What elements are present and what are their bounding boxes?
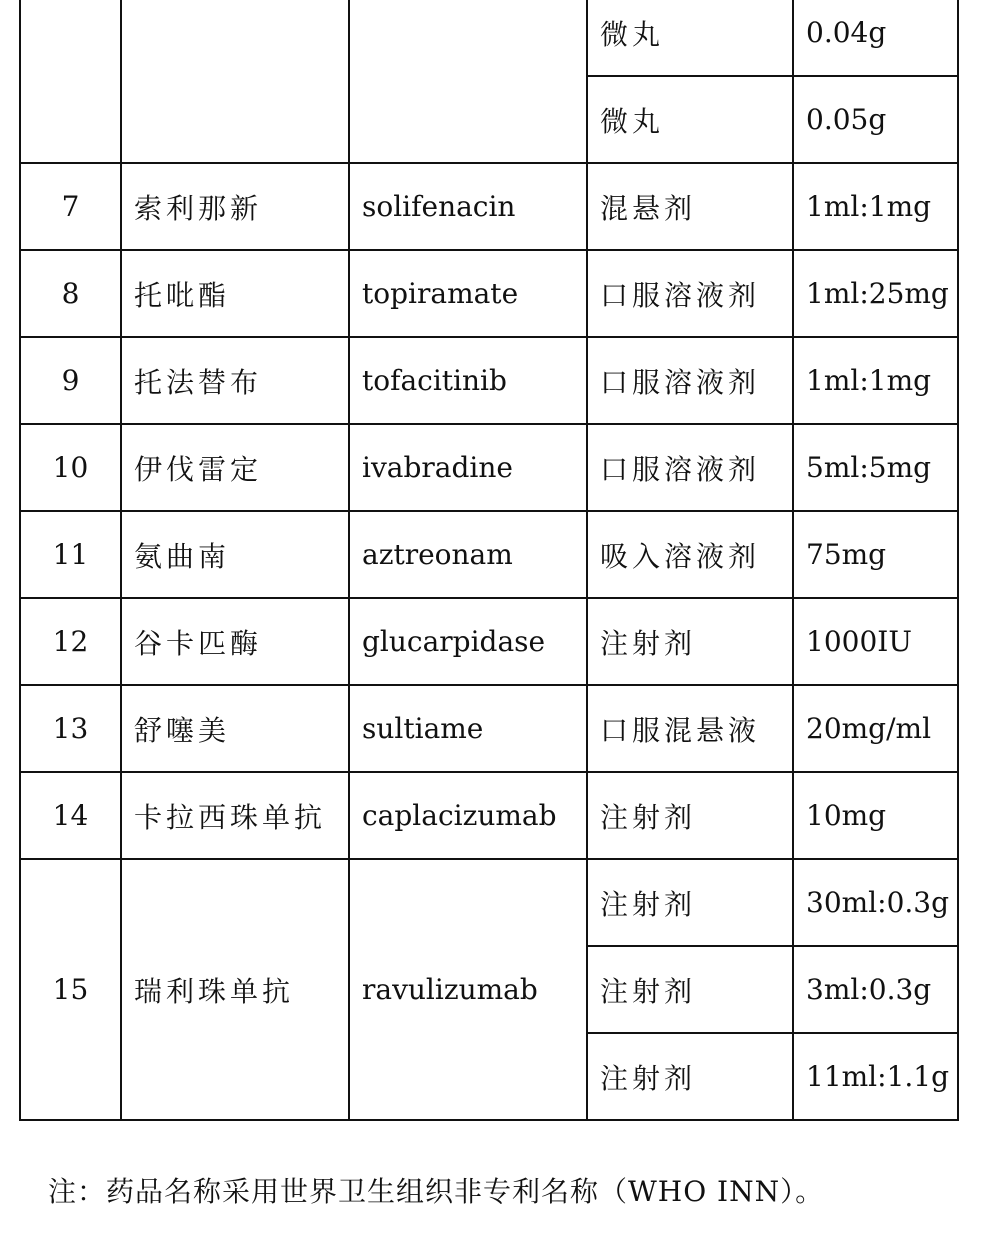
cell-form: 吸入溶液剂: [587, 511, 793, 598]
cell-no: 8: [20, 250, 121, 337]
cell-form: 微丸: [587, 76, 793, 163]
cell-cn-name: 伊伐雷定: [121, 424, 349, 511]
cell-no: 9: [20, 337, 121, 424]
table-row: [20, 424, 958, 511]
cell-cn-name: 氨曲南: [121, 511, 349, 598]
cell-form: 口服混悬液: [587, 685, 793, 772]
cell-spec: 5ml:5mg: [793, 424, 958, 511]
cell-en-name: solifenacin: [349, 163, 587, 250]
cell-en-name: sultiame: [349, 685, 587, 772]
cell-cn-name: 托法替布: [121, 337, 349, 424]
drug-table: [19, 0, 959, 1121]
cell-form: 注射剂: [587, 946, 793, 1033]
cell-cn-name: 托吡酯: [121, 250, 349, 337]
cell-cn-name: 索利那新: [121, 163, 349, 250]
cell-en-name: tofacitinib: [349, 337, 587, 424]
cell-no: 15: [20, 859, 121, 1120]
table-row: [20, 859, 958, 946]
cell-cn-name: 谷卡匹酶: [121, 598, 349, 685]
cell-form: 口服溶液剂: [587, 337, 793, 424]
cell-spec: 11ml:1.1g: [793, 1033, 958, 1120]
cell-no: 11: [20, 511, 121, 598]
cell-cn-name: [121, 0, 349, 163]
cell-spec: 30ml:0.3g: [793, 859, 958, 946]
table-row: [20, 685, 958, 772]
cell-spec: 1ml:1mg: [793, 337, 958, 424]
cell-spec: 20mg/ml: [793, 685, 958, 772]
cell-no: 7: [20, 163, 121, 250]
cell-en-name: [349, 0, 587, 163]
cell-spec: 1ml:25mg: [793, 250, 958, 337]
table-row: [20, 772, 958, 859]
cell-cn-name: 卡拉西珠单抗: [121, 772, 349, 859]
cell-spec: 3ml:0.3g: [793, 946, 958, 1033]
cell-cn-name: 瑞利珠单抗: [121, 859, 349, 1120]
cell-no: 12: [20, 598, 121, 685]
cell-no: [20, 0, 121, 163]
cell-form: 注射剂: [587, 772, 793, 859]
cell-form: 注射剂: [587, 598, 793, 685]
cell-spec: 1000IU: [793, 598, 958, 685]
cell-cn-name: 舒噻美: [121, 685, 349, 772]
table-row: [20, 598, 958, 685]
cell-spec: 1ml:1mg: [793, 163, 958, 250]
cell-en-name: aztreonam: [349, 511, 587, 598]
cell-en-name: topiramate: [349, 250, 587, 337]
cell-form: 混悬剂: [587, 163, 793, 250]
cell-en-name: ivabradine: [349, 424, 587, 511]
table-row: [20, 511, 958, 598]
cell-spec: 75mg: [793, 511, 958, 598]
cell-form: 口服溶液剂: [587, 250, 793, 337]
cell-form: 注射剂: [587, 859, 793, 946]
footnote: 注：药品名称采用世界卫生组织非专利名称（WHO INN）。: [48, 1175, 825, 1208]
table-row: [20, 0, 958, 76]
table-row: [20, 163, 958, 250]
cell-en-name: glucarpidase: [349, 598, 587, 685]
cell-form: 微丸: [587, 0, 793, 76]
cell-en-name: caplacizumab: [349, 772, 587, 859]
cell-form: 口服溶液剂: [587, 424, 793, 511]
cell-no: 13: [20, 685, 121, 772]
cell-form: 注射剂: [587, 1033, 793, 1120]
table-row: [20, 250, 958, 337]
cell-spec: 10mg: [793, 772, 958, 859]
cell-no: 10: [20, 424, 121, 511]
cell-en-name: ravulizumab: [349, 859, 587, 1120]
cell-spec: 0.04g: [793, 0, 958, 76]
cell-no: 14: [20, 772, 121, 859]
cell-spec: 0.05g: [793, 76, 958, 163]
table-row: [20, 337, 958, 424]
